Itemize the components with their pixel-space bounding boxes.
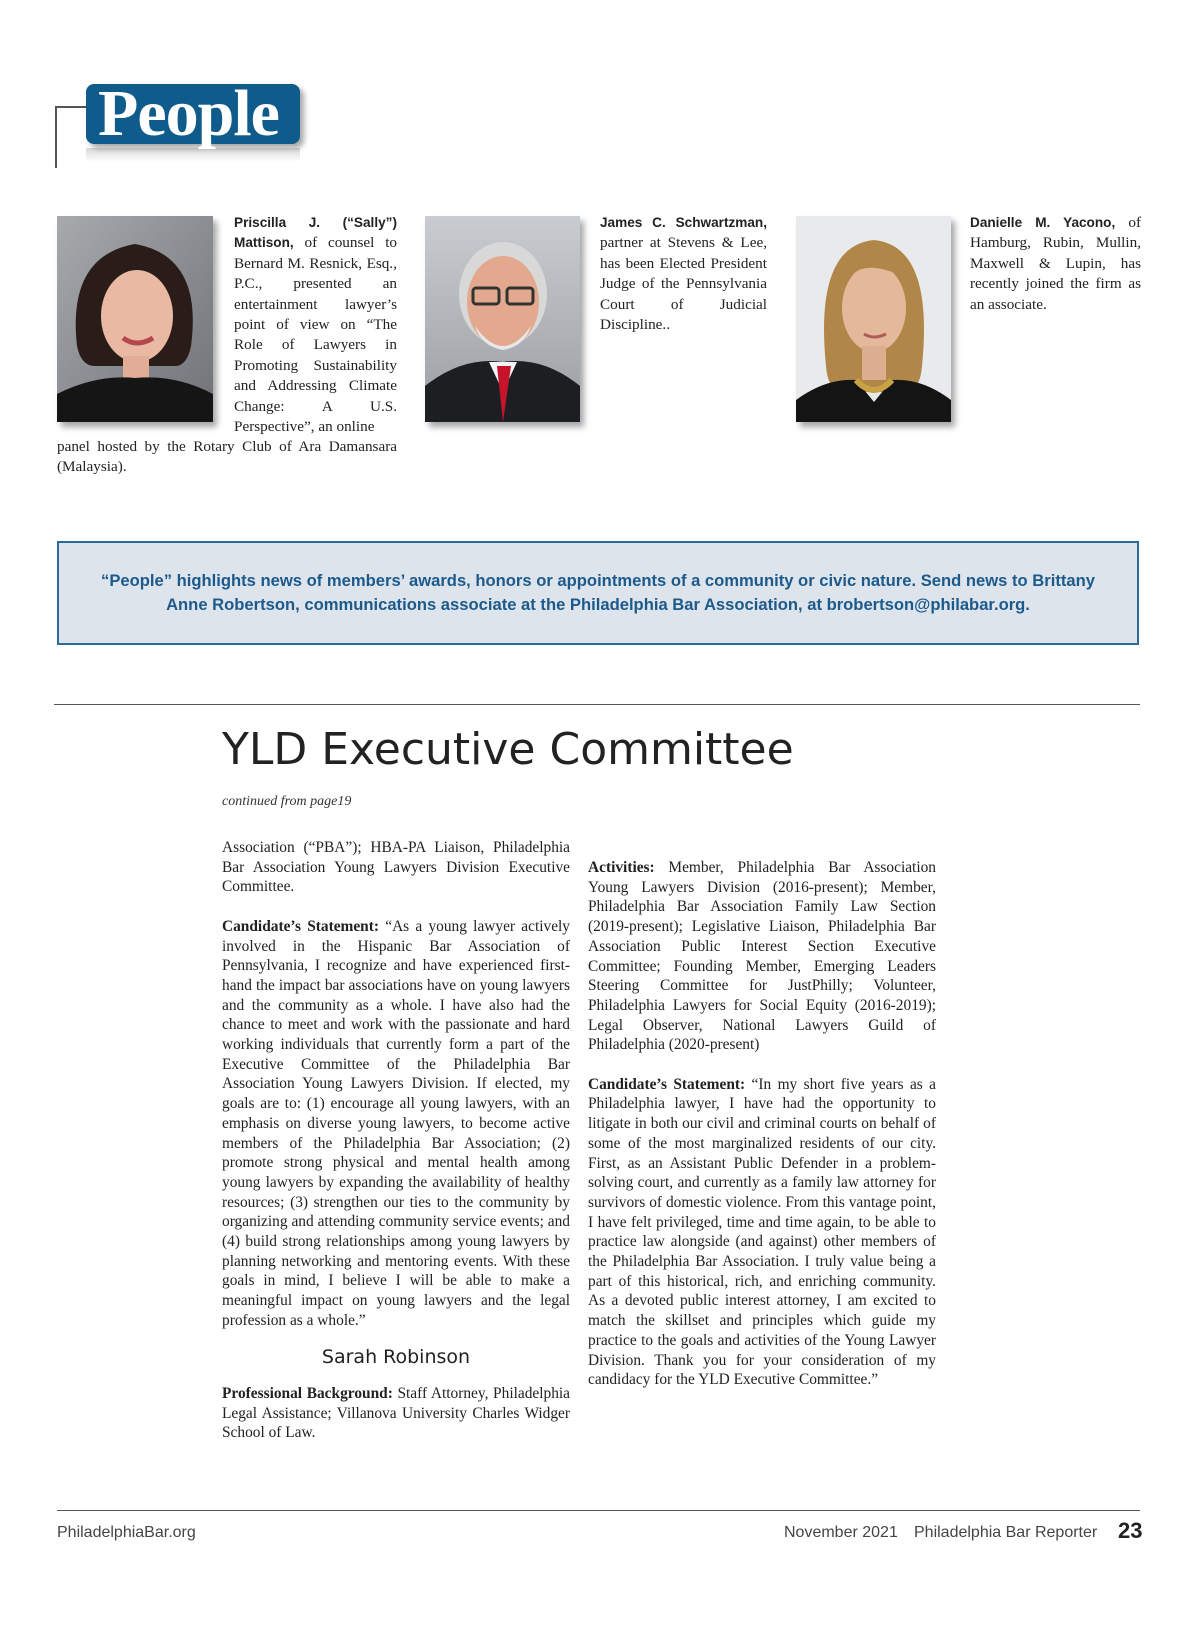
paragraph-text: “As a young lawyer actively involved in the Hispanic Bar Association of Pennsylvania, I recognize and have experienced first-hand the impact bar associations have on young lawyers and the community as a whole. I have also had the chance to meet and work with the passionate and hard working individuals that currently form a part of the Executive Committee of the Philadelphia Bar Association Young Lawyers Division. If elected, my goals are to: (1) encourage all young lawyers, with an emphasis on diverse young lawyers, to become active members of the Philadelphia Bar Association; (2) promote strong physical and mental health among young lawyers by expanding the availability of healthy resources; (3) strengthen our ties to the community by organizing and attending community service events; and (4) build strong relationships among young lawyers by planning networking and mentoring events. With these goals in mind, I believe I will be able to make a meaningful impact on young lawyers and the legal profession as a whole.”	[222, 917, 570, 1329]
article-column-left	[222, 838, 570, 1463]
paragraph-label: Professional Background:	[222, 1384, 393, 1402]
submission-notice-text: “People” highlights news of members’ awards, honors or appointments of a community or civic nature. Send news to Brittany Anne Robertson, communications associate at the Philadelphia Bar Association, at brobertson@philabar.org.	[101, 571, 1095, 614]
footer-date: November 2021	[784, 1524, 898, 1541]
section-divider	[54, 704, 1140, 705]
paragraph-text: Staff Attorney, Philadelphia Legal Assistance; Villanova University Charles Widger School of Law.	[222, 1384, 570, 1442]
bio-priscilla-mattison-bottom: panel hosted by the Rotary Club of Ara Damansara (Malaysia).	[57, 438, 397, 476]
paragraph	[588, 1075, 936, 1390]
footer-site: PhiladelphiaBar.org	[57, 1524, 196, 1541]
candidate-name: Sarah Robinson	[321, 1346, 471, 1369]
bio-james-schwartzman	[600, 213, 767, 335]
footer-rule	[57, 1510, 1140, 1511]
person-text: of counsel to Bernard M. Resnick, Esq., P.C., presented an entertainment lawyer’s point of view on “The Role of Lawyers in Promoting Sustainability and Addressing Climate Change: A U.S. Perspective”, an online	[234, 234, 398, 436]
paragraph	[222, 917, 570, 1331]
paragraph: Association (“PBA”); HBA-PA Liaison, Philadelphia Bar Association Young Lawyers Division Executive Committee.	[222, 839, 570, 896]
person-name: James C. Schwartzman,	[600, 215, 767, 230]
continued-note: continued from page19	[222, 794, 352, 809]
person-text: partner at Stevens & Lee, has been Elected President Judge of the Pennsylvania Court of Judicial Discipline..	[600, 234, 767, 334]
section-title: People	[98, 77, 279, 150]
bio-danielle-yacono	[970, 213, 1141, 315]
paragraph-label: Activities:	[588, 859, 655, 876]
paragraph	[222, 1384, 570, 1443]
person-name: Danielle M. Yacono,	[970, 215, 1116, 230]
article-title: YLD Executive Committee	[222, 724, 794, 775]
paragraph-text: “In my short five years as a Philadelphia lawyer, I have had the opportunity to litigate in both our civil and criminal courts on behalf of some of the most marginalized residents of our city. First, as an Assistant Public Defender in a problem-solving court, and currently as a family law attorney for survivors of domestic violence. From this vantage point, I have felt privileged, time and time again, to be able to practice law alongside (and against) other members of the Philadelphia Bar Association. I truly value being a part of this historical, rich, and enriching community. As a devoted public interest attorney, I am excited to match the skillset and principles which guide my practice to the goals and activities of the Young Lawyer Division. Thank you for your consideration of my candidacy for the YLD Executive Committee.”	[588, 1075, 937, 1389]
paragraph-text: Member, Philadelphia Bar Association Young Lawyers Division (2016-present); Member, Philadelphia Bar Association Family Law Section (2019-present); Legislative Liaison, Philadelphia Bar Association Public Interest Section Executive Committee; Founding Member, Emerging Leaders Steering Committee for JustPhilly; Volunteer, Philadelphia Lawyers for Social Equity (2016-2019); Legal Observer, National Lawyers Guild of Philadelphia (2020-present)	[588, 859, 936, 1054]
photo-priscilla-mattison	[57, 216, 213, 422]
header-badge-shadow	[86, 148, 300, 162]
person-text: of Hamburg, Rubin, Mullin, Maxwell & Lupin, has recently joined the firm as an associate.	[970, 214, 1141, 313]
paragraph-label: Candidate’s Statement:	[588, 1075, 746, 1093]
submission-notice-box	[57, 541, 1139, 645]
paragraph-label: Candidate’s Statement:	[222, 917, 379, 935]
article-column-right	[588, 858, 936, 1410]
page-number: 23	[1118, 1518, 1143, 1543]
bio-priscilla-mattison-top	[234, 213, 397, 437]
photo-danielle-yacono	[796, 216, 951, 422]
person-name: Priscilla J. (“Sally”) Mattison,	[234, 215, 397, 251]
photo-james-schwartzman	[425, 216, 580, 422]
paragraph	[588, 858, 936, 1055]
footer-publication: Philadelphia Bar Reporter	[914, 1524, 1098, 1541]
